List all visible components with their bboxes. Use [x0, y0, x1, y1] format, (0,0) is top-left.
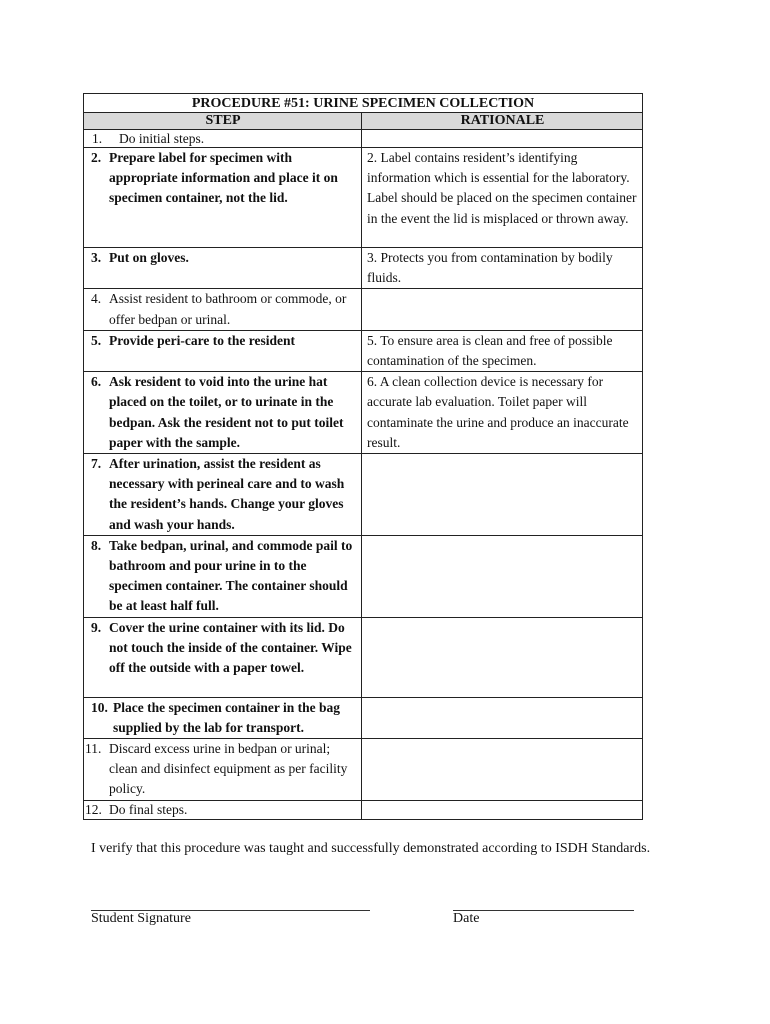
table-row: [84, 248, 643, 289]
date-line[interactable]: [453, 898, 634, 911]
rationale-cell: 2. Label contains resident’s identifying information which is essential for the laboratory. Label should be placed on the specimen container in the event the lid is misplaced or thrown away.: [362, 148, 643, 248]
student-signature-line[interactable]: [91, 898, 370, 911]
step-number: 12.: [85, 801, 102, 817]
rationale-cell: [362, 697, 643, 738]
step-cell: [84, 130, 362, 148]
step-number: 8.: [91, 537, 102, 553]
rationale-cell: 3. Protects you from contamination by bodily fluids.: [362, 248, 643, 289]
table-row: [84, 535, 643, 617]
table-row: [84, 739, 643, 801]
rationale-cell: [362, 130, 643, 148]
procedure-table: [83, 93, 643, 820]
step-cell: [84, 248, 362, 289]
step-number: 9.: [91, 619, 102, 635]
verification-statement: I verify that this procedure was taught and successfully demonstrated according to ISDH Standards.: [91, 841, 651, 856]
table-row: [84, 800, 643, 819]
table-row: [84, 617, 643, 697]
step-text: After urination, assist the resident as necessary with perineal care and to wash the resident’s hands. Change your gloves and wash your hands.: [109, 456, 345, 532]
rationale-cell: 6. A clean collection device is necessary for accurate lab evaluation. Toilet paper will contaminate the urine and produce an inaccurate result.: [362, 372, 643, 454]
step-cell: [84, 330, 362, 371]
step-text: Discard excess urine in bedpan or urinal; clean and disinfect equipment as per facility policy.: [109, 741, 348, 797]
table-row: [84, 454, 643, 536]
table-row: [84, 130, 643, 148]
step-number: 11.: [85, 741, 102, 757]
rationale-cell: [362, 739, 643, 801]
step-text: Provide peri-care to the resident: [109, 332, 295, 348]
table-row: [84, 148, 643, 248]
step-text: Prepare label for specimen with appropriate information and place it on specimen container, not the lid.: [109, 150, 338, 206]
step-text: Assist resident to bathroom or commode, or offer bedpan or urinal.: [109, 291, 347, 327]
step-column-header: STEP: [84, 113, 362, 130]
rationale-cell: [362, 800, 643, 819]
title-row: [84, 94, 643, 113]
step-cell: [84, 739, 362, 801]
step-cell: [84, 148, 362, 248]
step-text: Do initial steps.: [119, 131, 205, 146]
date-label: Date: [453, 911, 480, 926]
step-number: 4.: [91, 291, 102, 307]
procedure-title: PROCEDURE #51: URINE SPECIMEN COLLECTION: [84, 94, 643, 113]
step-number: 2.: [91, 150, 102, 165]
rationale-cell: [362, 535, 643, 617]
step-number: 6.: [91, 374, 102, 390]
header-row: [84, 113, 643, 130]
rationale-cell: [362, 289, 643, 330]
step-text: Put on gloves.: [109, 250, 189, 265]
step-number: 3.: [91, 250, 102, 265]
step-text: Ask resident to void into the urine hat placed on the toilet, or to urinate in the bedpan. Ask the resident not to put toilet paper with the sample.: [109, 374, 344, 450]
step-text: Place the specimen container in the bag supplied by the lab for transport.: [113, 699, 340, 735]
step-cell: [84, 372, 362, 454]
step-cell: [84, 535, 362, 617]
step-number: 5.: [91, 332, 102, 348]
step-cell: [84, 800, 362, 819]
rationale-cell: [362, 454, 643, 536]
step-cell: [84, 289, 362, 330]
step-text: Cover the urine container with its lid. Do not touch the inside of the container. Wipe off the outside with a paper towel.: [109, 619, 352, 676]
step-cell: [84, 454, 362, 536]
step-number: 1.: [92, 131, 103, 146]
step-cell: [84, 697, 362, 738]
table-row: [84, 330, 643, 371]
table-row: [84, 289, 643, 330]
rationale-cell: [362, 617, 643, 697]
step-text: Take bedpan, urinal, and commode pail to bathroom and pour urine in to the specimen container. The container should be at least half full.: [109, 537, 353, 614]
rationale-column-header: RATIONALE: [362, 113, 643, 130]
table-row: [84, 372, 643, 454]
step-number: 10.: [91, 699, 108, 715]
step-cell: [84, 617, 362, 697]
step-text: Do final steps.: [109, 801, 188, 817]
rationale-cell: 5. To ensure area is clean and free of possible contamination of the specimen.: [362, 330, 643, 371]
student-signature-label: Student Signature: [91, 911, 191, 926]
step-number: 7.: [91, 456, 102, 472]
table-row: [84, 697, 643, 738]
